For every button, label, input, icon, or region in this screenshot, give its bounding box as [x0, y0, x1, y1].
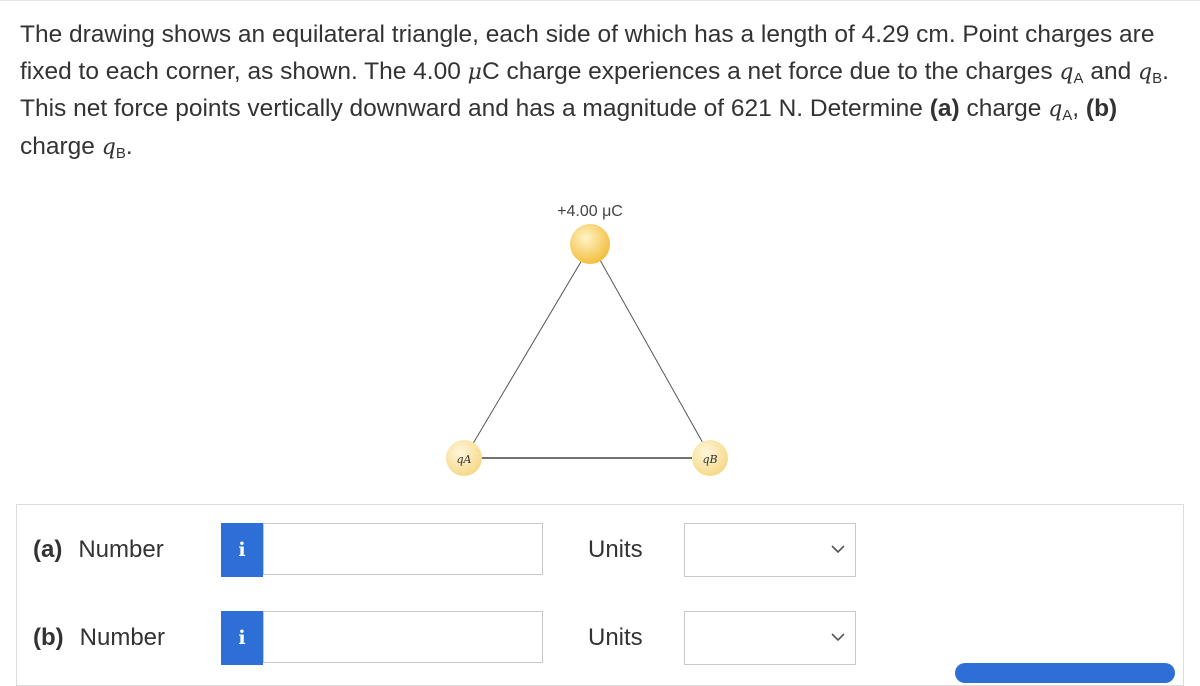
problem-text-4: charge — [959, 95, 1049, 122]
problem-text-5: charge — [20, 132, 102, 160]
problem-end: . — [125, 132, 133, 160]
qb-symbol: $q_B$ — [1138, 59, 1163, 87]
answer-b-label — [33, 624, 165, 652]
charge-qb-label: qB — [702, 453, 718, 466]
answer-a-info-button[interactable]: i — [221, 523, 263, 577]
qa-symbol-2: $q_A$ — [1048, 97, 1073, 124]
answer-panel — [16, 504, 1184, 686]
top-charge — [570, 224, 610, 264]
answer-b-units-select[interactable] — [684, 611, 856, 665]
part-b-tag: (b) — [1085, 95, 1118, 122]
qb-symbol-2: $q_B$ — [101, 134, 126, 162]
answer-a-units-select[interactable] — [684, 523, 856, 577]
chevron-down-icon — [829, 628, 847, 646]
problem-sep: , — [1072, 95, 1086, 122]
answer-a-units-label: Units — [588, 536, 643, 563]
mu-symbol: μ — [467, 59, 482, 85]
answer-a-tag: (a) — [33, 536, 63, 563]
answer-b-info-button[interactable]: i — [221, 611, 263, 665]
problem-text-1: The drawing shows an equilateral triangle, each side of which has a length of 4.29 cm. Point charges are fixed to each corner, as shown. The 4.00 — [20, 21, 1155, 85]
answer-b-tag: (b) — [33, 624, 64, 651]
chevron-down-icon — [829, 540, 847, 558]
answer-b-number-label: Number — [79, 624, 166, 651]
top-divider — [0, 0, 1200, 1]
part-a-tag: (a) — [929, 95, 960, 122]
charge-qa-label: qA — [456, 453, 472, 466]
top-charge-label: +4.00 μC — [557, 203, 623, 220]
triangle-left-side — [468, 260, 582, 452]
answer-a-number-input[interactable] — [263, 523, 543, 575]
submit-button-edge[interactable] — [955, 663, 1175, 683]
answer-row-a — [17, 522, 1183, 578]
problem-statement — [20, 17, 1170, 166]
problem-text-2: C charge experiences a net force due to the charges — [481, 57, 1060, 85]
triangle-right-side — [600, 260, 708, 452]
answer-b-number-input[interactable] — [263, 611, 543, 663]
qa-symbol: $q_A$ — [1059, 59, 1084, 87]
problem-text-and: and — [1083, 57, 1139, 85]
answer-a-label — [33, 536, 164, 564]
answer-a-number-label: Number — [78, 536, 164, 563]
answer-row-b — [17, 610, 1183, 666]
answer-b-units-label: Units — [588, 624, 643, 651]
triangle-figure — [420, 190, 760, 490]
problem-text-3: . This net force points vertically downward and has a magnitude of 621 N. Determine — [20, 57, 1169, 122]
